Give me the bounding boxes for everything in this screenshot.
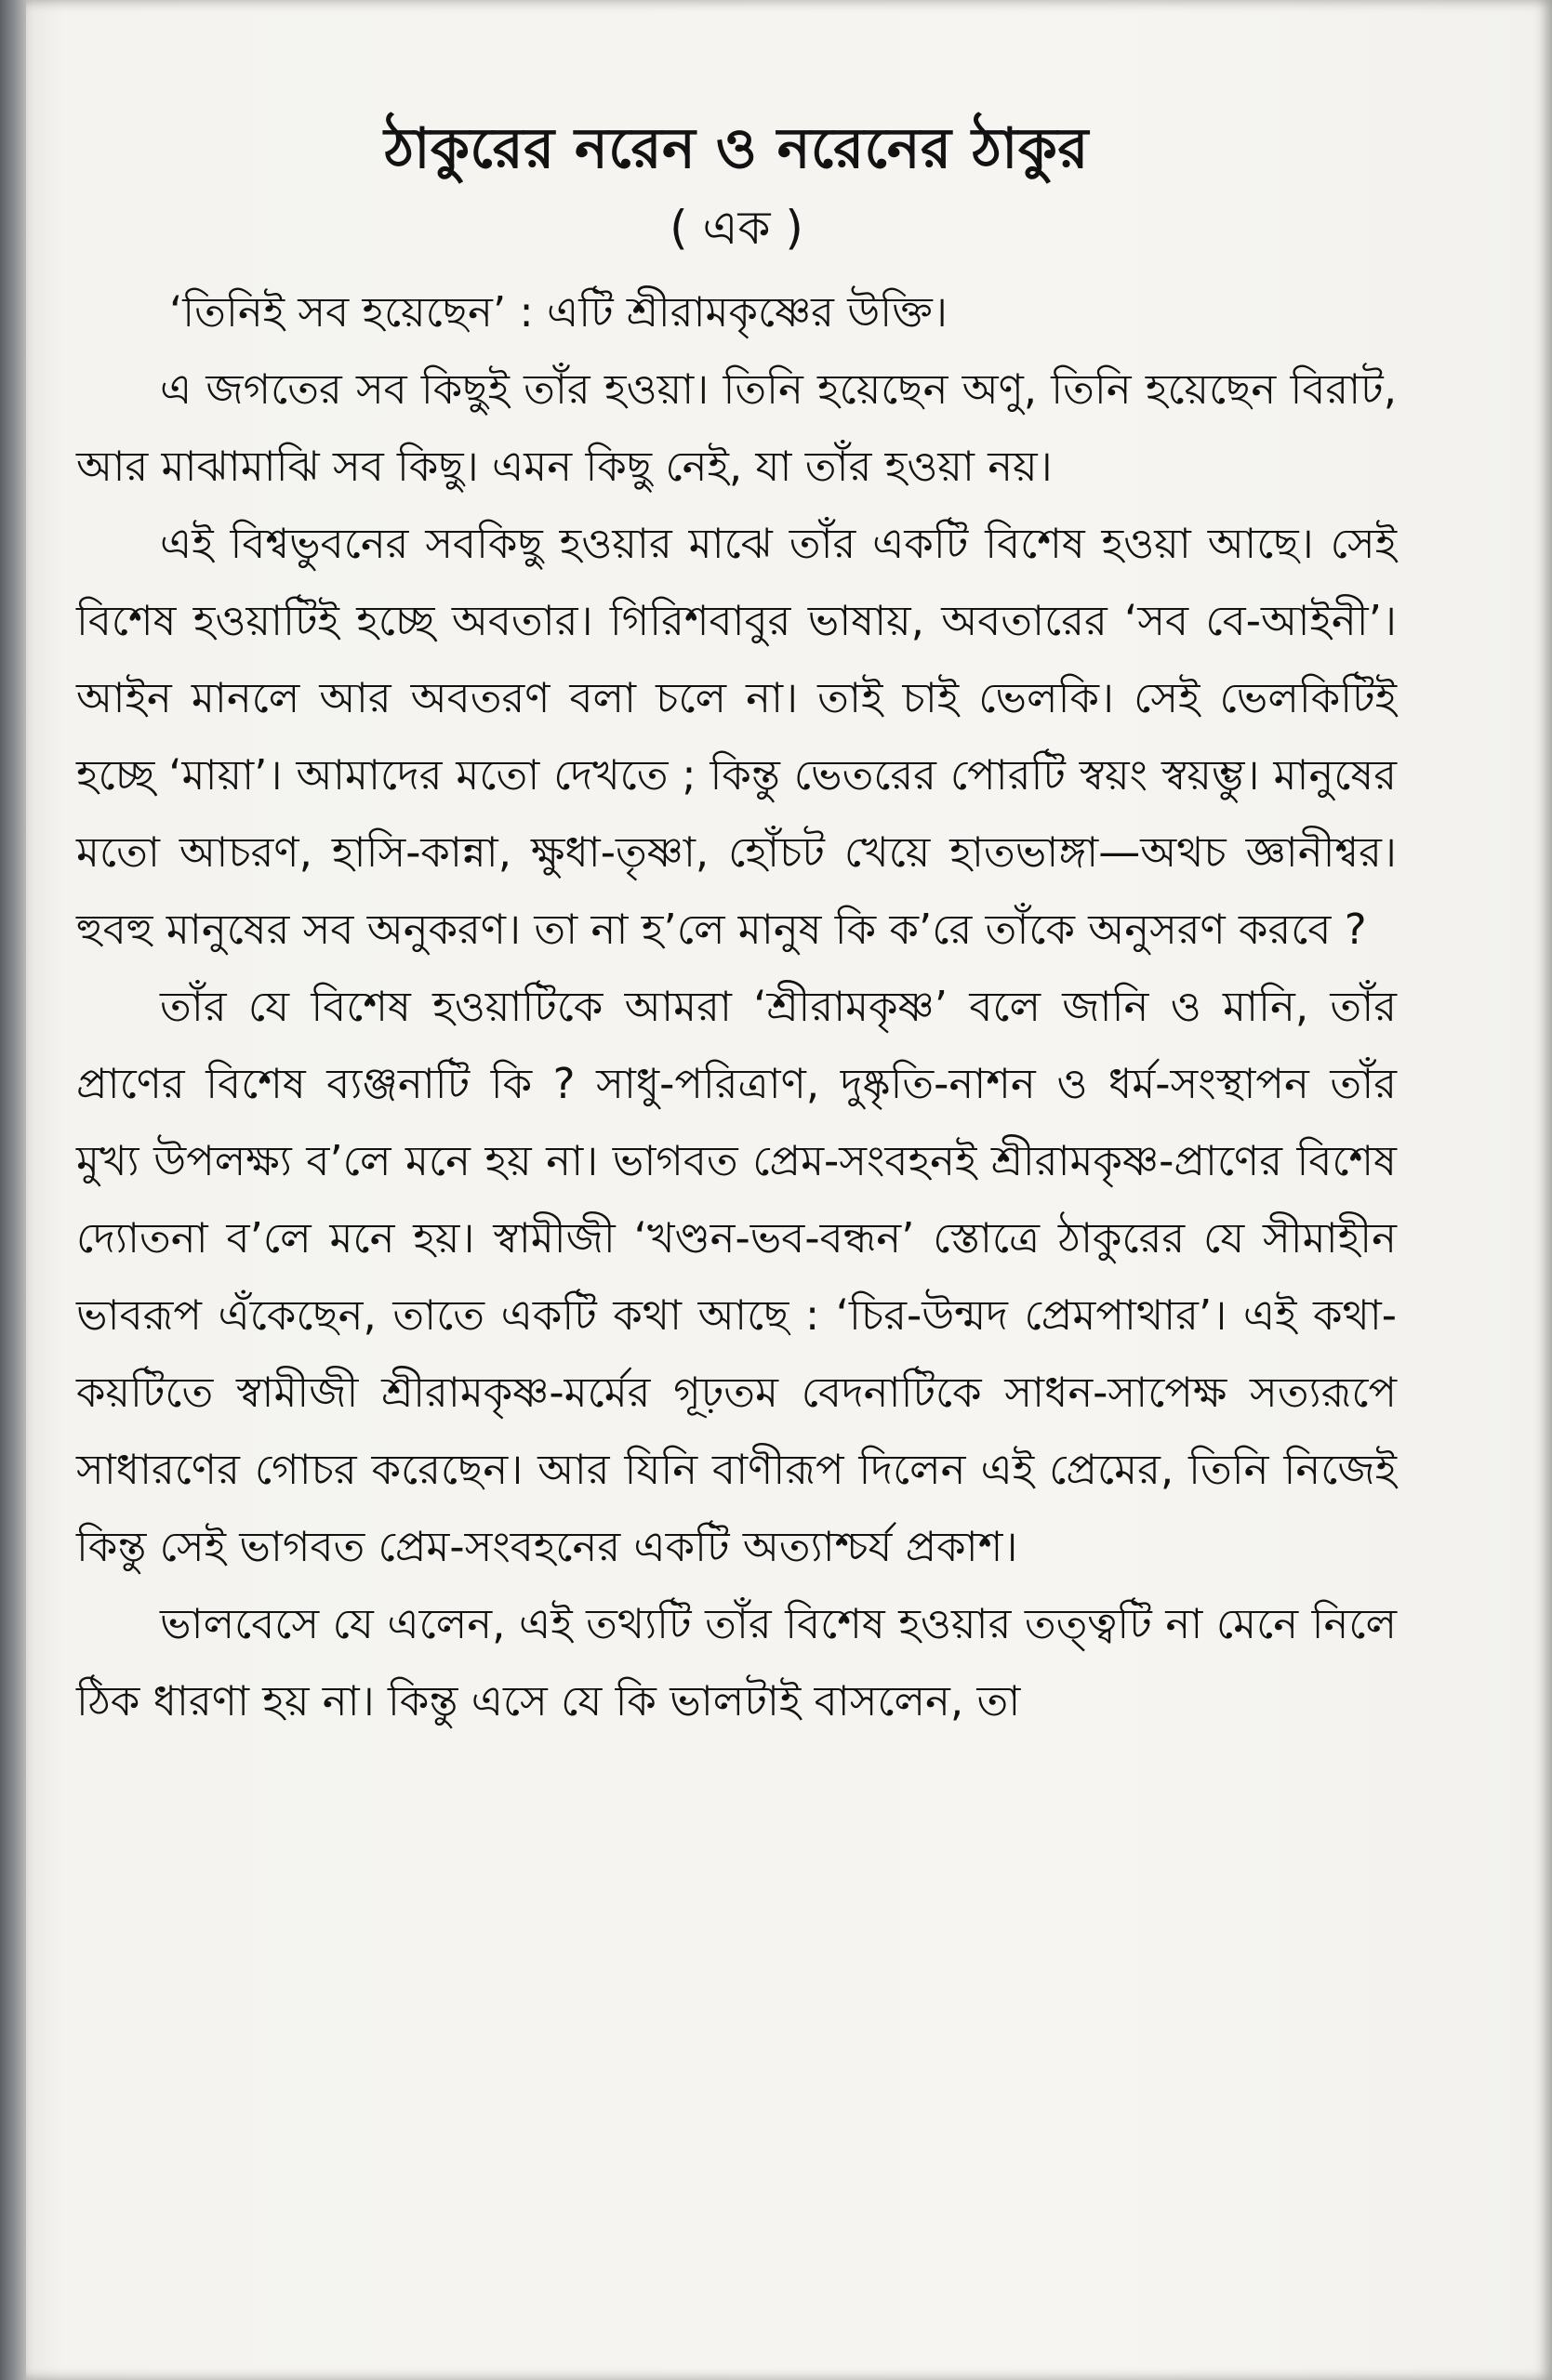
book-spine-shadow bbox=[0, 0, 26, 2380]
paragraph-3: এই বিশ্বভুবনের সবকিছু হওয়ার মাঝে তাঁর একটি বিশেষ হওয়া আছে। সেই বিশেষ হওয়াটিই হচ্ছে অবতার। গিরিশবাবুর ভাষায়, অবতারের ‘সব বে-আইনী’। আইন মানলে আর অবতরণ বলা চলে না। তাই চাই ভেলকি। সেই ভেলকিটিই হচ্ছে ‘মায়া’। আমাদের মতো দেখতে ; কিন্তু ভেতরের পোরটি স্বয়ং স্বয়ম্ভু। মানুষের মতো আচরণ, হাসি-কান্না, ক্ষুধা-তৃষ্ণা, হোঁচট খেয়ে হাতভাঙ্গা—অথচ জ্ঞানীশ্বর। হুবহু মানুষের সব অনুকরণ। তা না হ’লে মানুষ কি ক’রে তাঁকে অনুসরণ করবে ? bbox=[76, 519, 1397, 954]
chapter-section-number: ( এক ) bbox=[670, 201, 803, 255]
paragraph-5: ভালবেসে যে এলেন, এই তথ্যটি তাঁর বিশেষ হওয়ার তত্ত্বটি না মেনে নিলে ঠিক ধারণা হয় না। কিন্তু এসে যে কি ভালটাই বাসলেন, তা bbox=[76, 1599, 1397, 1726]
chapter-title: ঠাকুরের নরেন ও নরেনের ঠাকুর bbox=[384, 116, 1089, 181]
paragraph-4: তাঁর যে বিশেষ হওয়াটিকে আমরা ‘শ্রীরামকৃষ্ণ’ বলে জানি ও মানি, তাঁর প্রাণের বিশেষ ব্যঞ্জনাটি কি ? সাধু-পরিত্রাণ, দুষ্কৃতি-নাশন ও ধর্ম-সংস্থাপন তাঁর মুখ্য উপলক্ষ্য ব’লে মনে হয় না। ভাগবত প্রেম-সংবহনই শ্রীরামকৃষ্ণ-প্রাণের বিশেষ দ্যোতনা ব’লে মনে হয়। স্বামীজী ‘খণ্ডন-ভব-বন্ধন’ স্তোত্রে ঠাকুরের যে সীমাহীন ভাবরূপ এঁকেছেন, তাতে একটি কথা আছে : ‘চির-উন্মদ প্রেমপাথার’। এই কথা-কয়টিতে স্বামীজী শ্রীরামকৃষ্ণ-মর্মের গূঢ়তম বেদনাটিকে সাধন-সাপেক্ষ সত্যরূপে সাধারণের গোচর করেছেন। আর যিনি বাণীরূপ দিলেন এই প্রেমের, তিনি নিজেই কিন্তু সেই ভাগবত প্রেম-সংবহনের একটি অত্যাশ্চর্য প্রকাশ। bbox=[76, 982, 1397, 1571]
page-content bbox=[76, 112, 1397, 1739]
book-page bbox=[26, 0, 1552, 2380]
paragraph-1: ‘তিনিই সব হয়েছেন’ : এটি শ্রীরামকৃষ্ণের উক্তি। bbox=[169, 287, 948, 337]
paragraph-2: এ জগতের সব কিছুই তাঁর হওয়া। তিনি হয়েছেন অণু, তিনি হয়েছেন বিরাট, আর মাঝামাঝি সব কিছু। এমন কিছু নেই, যা তাঁর হওয়া নয়। bbox=[76, 364, 1397, 491]
